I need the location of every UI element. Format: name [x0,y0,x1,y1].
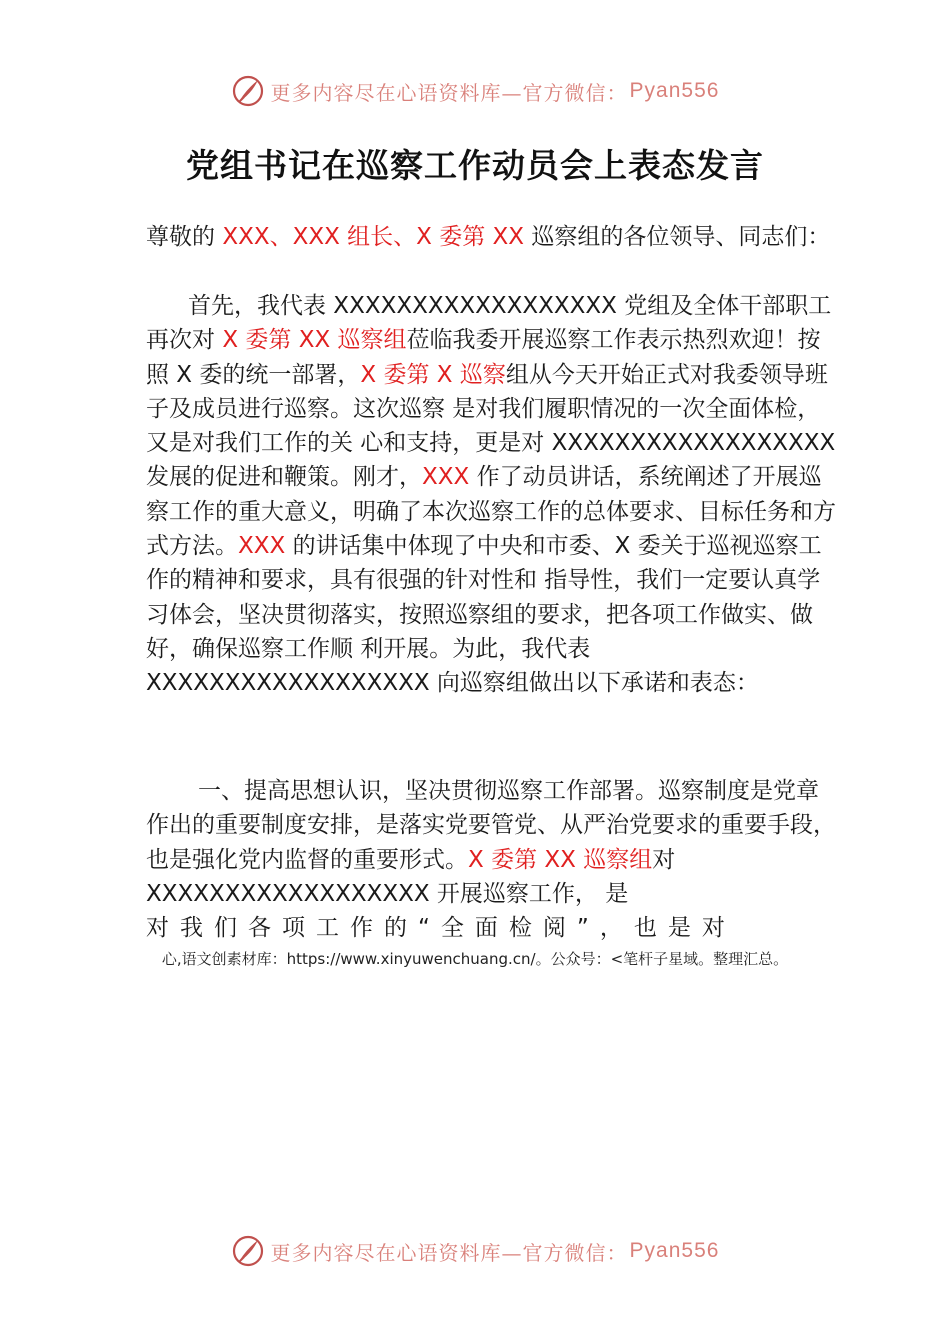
paragraph-text: 组从今天开始正式对我委领导班子及成员进行巡察。这次巡察 是对我们履职情况的一次全面体检，又是对我们工作的关 心和支持，更是对 XXXXXXXXXXXXXXXXXX 发展的促进和鞭策。刚才， [146,361,836,491]
paragraph-text: 的讲话集中体现了中央和市委、X 委关于巡视巡察工作的精神和要求，具有很强的针对性和 指导性，我们一定要认真学习体会，坚决贯彻落实，按照巡察组的要求，把各项工作做实、做好，确保巡察工作顺 利开展。为此，我代表 XXXXXXXXXXXXXXXXXX 向巡察组做出以下承诺和表态： [146,533,822,697]
paragraph-text: 对 XXXXXXXXXXXXXXXXXX 开展巡察工作， 是 [146,846,676,907]
highlight-text: XXX [238,533,286,560]
paragraph-text: 对我们各项工作的“全面检阅”，也是对 [146,915,736,942]
watermark-text: 更多内容尽在心语资料库—官方微信： [270,1240,628,1265]
quill-pen-logo-icon [231,74,265,108]
header-watermark [0,74,950,108]
salutation-text: 巡察组的各位领导、同志们： [524,224,831,250]
highlight-text: X 委第 XX 巡察组 [222,327,407,354]
watermark-wechat-id: Pyan556 [629,79,720,102]
highlight-text: XXX [422,464,470,491]
paragraph-text: 莅临我委开展巡察工作表示热烈欢迎！按照 X 委的统一部署， [146,327,821,388]
paragraph-text: 一、提高思想认识，坚决贯彻巡察工作部署。巡察制度是党章作出的重要制度安排，是落实党要管党、从严治党要求的重要手段，也是强化党内监督的重要形式。 [146,778,836,873]
paragraph-text: 作了动员讲话，系统阐述了开展巡察工作的重大意义，明确了本次巡察工作的总体要求、目标任务和方式方法。 [146,464,836,560]
salutation-highlight: XXX、XXX 组长、X 委第 XX [222,224,525,250]
footer-watermark [0,1234,950,1268]
watermark-text: 更多内容尽在心语资料库—官方微信： [270,80,628,105]
body-paragraph-1 [146,289,836,701]
quill-pen-logo-icon [231,1234,265,1268]
highlight-text: X 委第 X 巡察 [360,361,506,388]
salutation-paragraph [146,220,836,254]
salutation-text: 尊敬的 [146,224,223,250]
watermark-wechat-id: Pyan556 [629,1239,720,1262]
paragraph-text: 首先，我代表 XXXXXXXXXXXXXXXXXX 党组及全体干部职工再次对 [146,293,832,354]
document-title: 党组书记在巡察工作动员会上表态发言 [186,146,764,185]
source-line: 心,语文创素材库：https://www.xinyuwenchuang.cn/。公众号：<笔杆子星域。整理汇总。 [161,950,789,968]
body-paragraph-2 [146,774,836,945]
highlight-text: X 委第 XX 巡察组 [468,846,653,873]
